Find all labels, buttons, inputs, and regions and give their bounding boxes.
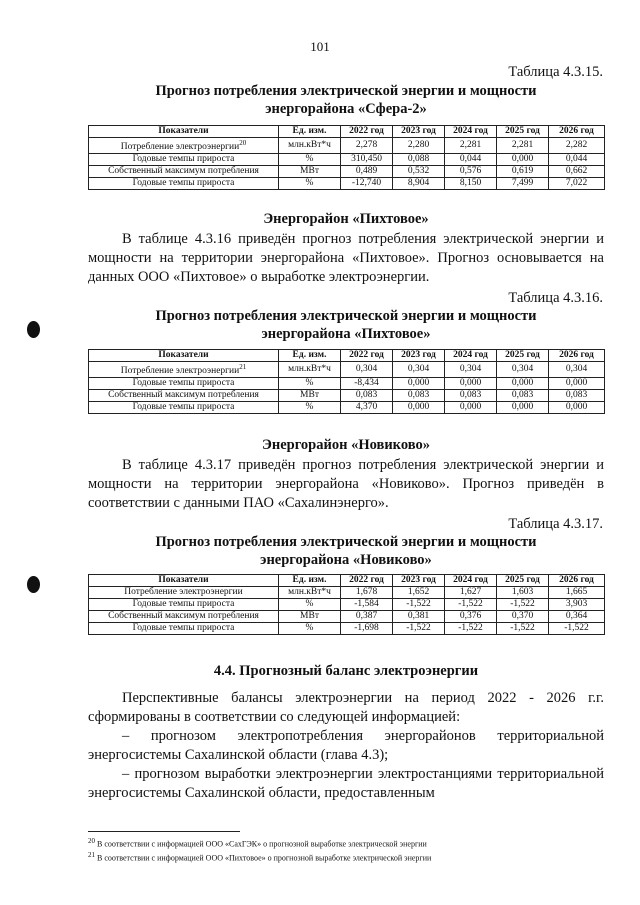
paragraph (88, 456, 604, 513)
section-heading: Энергорайон «Пихтовое» (263, 211, 429, 227)
value-cell: 2,282 (549, 138, 605, 154)
value-cell: 2,280 (393, 138, 445, 154)
indicator-cell (89, 402, 279, 414)
indicator-name: Собственный максимум потребления (108, 390, 259, 401)
footnote-divider (88, 831, 240, 832)
unit-cell: МВт (279, 611, 341, 623)
column-header: 2024 год (445, 350, 497, 362)
value-cell: 1,678 (341, 587, 393, 599)
table-row (89, 623, 605, 635)
paragraph-text: – прогнозом электропотребления энергорайонов территориальной энергосистемы Сахалинской области (глава 4.3); (88, 728, 604, 763)
column-header: 2022 год (341, 575, 393, 587)
column-header: 2025 год (497, 350, 549, 362)
indicator-name: Собственный максимум потребления (108, 611, 259, 621)
value-cell: -8,434 (341, 378, 393, 390)
value-cell: 0,387 (341, 611, 393, 623)
forecast-table-novikovo (88, 574, 605, 635)
table-header-row (89, 575, 605, 587)
indicator-name: Годовые темпы прироста (132, 599, 235, 609)
value-cell: 0,576 (445, 166, 497, 178)
table-row (89, 166, 605, 178)
value-cell: 0,304 (549, 362, 605, 378)
paragraph (88, 230, 604, 287)
table-title-line: Прогноз потребления электрической энергии и мощности (155, 534, 537, 550)
value-cell: 0,000 (445, 402, 497, 414)
footnote-ref: 20 (239, 139, 247, 147)
column-header: Ед. изм. (279, 126, 341, 138)
column-header: 2026 год (549, 575, 605, 587)
indicator-cell (89, 390, 279, 402)
table-title-line: Прогноз потребления электрической энергии и мощности (155, 83, 537, 99)
column-header: Показатели (89, 350, 279, 362)
unit-cell: млн.кВт*ч (279, 362, 341, 378)
value-cell: 0,532 (393, 166, 445, 178)
section-heading: 4.4. Прогнозный баланс электроэнергии (213, 663, 479, 679)
value-cell: 0,000 (497, 402, 549, 414)
value-cell: 2,281 (445, 138, 497, 154)
value-cell: 0,304 (445, 362, 497, 378)
value-cell: -12,740 (341, 178, 393, 190)
value-cell: 8,150 (445, 178, 497, 190)
column-header: 2022 год (341, 126, 393, 138)
value-cell: 0,044 (445, 154, 497, 166)
value-cell: 1,603 (497, 587, 549, 599)
value-cell: 0,304 (341, 362, 393, 378)
value-cell: -1,522 (497, 623, 549, 635)
value-cell: 0,370 (497, 611, 549, 623)
forecast-table-pikhtovoe (88, 349, 605, 414)
value-cell: 1,627 (445, 587, 497, 599)
column-header: 2022 год (341, 350, 393, 362)
indicator-cell (89, 587, 279, 599)
value-cell: 1,652 (393, 587, 445, 599)
indicator-cell (89, 138, 279, 154)
footnote (88, 851, 608, 863)
table-row (89, 178, 605, 190)
value-cell: 0,381 (393, 611, 445, 623)
indicator-name: Годовые темпы прироста (132, 154, 235, 165)
value-cell: 0,489 (341, 166, 393, 178)
unit-cell: % (279, 402, 341, 414)
footnote-text: В соответствии с информацией ООО «СахГЭК» о прогнозной выработке электрической энергии (97, 839, 427, 849)
value-cell: 0,000 (445, 378, 497, 390)
table-header-row (89, 350, 605, 362)
value-cell: 0,304 (497, 362, 549, 378)
value-cell: 0,000 (549, 378, 605, 390)
value-cell: 0,088 (393, 154, 445, 166)
value-cell: 0,000 (393, 402, 445, 414)
table-title (88, 307, 604, 343)
column-header: 2025 год (497, 575, 549, 587)
value-cell: 0,083 (393, 390, 445, 402)
table-title-line: энергорайона «Новиково» (260, 552, 432, 568)
value-cell: 310,450 (341, 154, 393, 166)
value-cell: 0,083 (341, 390, 393, 402)
column-header: 2025 год (497, 126, 549, 138)
indicator-name: Годовые темпы прироста (132, 378, 235, 389)
value-cell: 4,370 (341, 402, 393, 414)
table-caption: Таблица 4.3.15. (508, 64, 603, 80)
indicator-cell (89, 378, 279, 390)
binder-hole-mark (27, 576, 40, 593)
value-cell: 3,903 (549, 599, 605, 611)
value-cell: 0,000 (549, 402, 605, 414)
table-row (89, 154, 605, 166)
value-cell: -1,522 (393, 623, 445, 635)
forecast-table-sfera (88, 125, 605, 190)
value-cell: -1,522 (393, 599, 445, 611)
column-header: Ед. изм. (279, 350, 341, 362)
unit-cell: % (279, 154, 341, 166)
unit-cell: млн.кВт*ч (279, 138, 341, 154)
value-cell: -1,584 (341, 599, 393, 611)
indicator-name: Потребление электроэнергии (120, 366, 240, 377)
indicator-name: Собственный максимум потребления (108, 166, 259, 177)
indicator-cell (89, 166, 279, 178)
column-header: 2023 год (393, 126, 445, 138)
unit-cell: млн.кВт*ч (279, 587, 341, 599)
indicator-cell (89, 611, 279, 623)
footnote-number: 21 (88, 851, 95, 859)
table-title-line: Прогноз потребления электрической энергии и мощности (155, 308, 537, 324)
value-cell: 1,665 (549, 587, 605, 599)
table-title (88, 82, 604, 118)
value-cell: 2,278 (341, 138, 393, 154)
value-cell: -1,522 (497, 599, 549, 611)
column-header: 2024 год (445, 575, 497, 587)
table-caption: Таблица 4.3.17. (508, 516, 603, 532)
value-cell: 7,499 (497, 178, 549, 190)
footnote-text: В соответствии с информацией ООО «Пихтовое» о прогнозной выработке электрической энергии (97, 853, 432, 863)
value-cell: -1,522 (549, 623, 605, 635)
column-header: 2026 год (549, 350, 605, 362)
table-row (89, 611, 605, 623)
table-header-row (89, 126, 605, 138)
table-row (89, 378, 605, 390)
table-row (89, 587, 605, 599)
unit-cell: МВт (279, 166, 341, 178)
indicator-name: Потребление электроэнергии (124, 587, 243, 597)
indicator-cell (89, 154, 279, 166)
table-row (89, 362, 605, 378)
value-cell: 0,044 (549, 154, 605, 166)
unit-cell: % (279, 178, 341, 190)
value-cell: 0,619 (497, 166, 549, 178)
value-cell: 0,083 (445, 390, 497, 402)
value-cell: 8,904 (393, 178, 445, 190)
unit-cell: % (279, 623, 341, 635)
column-header: Показатели (89, 126, 279, 138)
value-cell: 0,376 (445, 611, 497, 623)
page-number: 101 (310, 39, 330, 54)
value-cell: 2,281 (497, 138, 549, 154)
value-cell: 0,662 (549, 166, 605, 178)
column-header: 2023 год (393, 575, 445, 587)
binder-hole-mark (27, 321, 40, 338)
paragraph-text: – прогнозом выработки электроэнергии электростанциями территориальной энергосистемы Сахалинской области, предоставленным (88, 766, 604, 801)
paragraph-text: Перспективные балансы электроэнергии на период 2022 - 2026 г.г. сформированы в соответствии со следующей информацией: (88, 690, 604, 725)
indicator-name: Годовые темпы прироста (132, 402, 235, 413)
table-row (89, 138, 605, 154)
column-header: 2026 год (549, 126, 605, 138)
table-caption: Таблица 4.3.16. (508, 290, 603, 306)
footnote-number: 20 (88, 837, 95, 845)
table-row (89, 599, 605, 611)
indicator-name: Годовые темпы прироста (132, 623, 235, 633)
table-row (89, 390, 605, 402)
unit-cell: % (279, 599, 341, 611)
value-cell: 0,304 (393, 362, 445, 378)
indicator-name: Потребление электроэнергии (120, 142, 240, 153)
column-header: Ед. изм. (279, 575, 341, 587)
column-header: Показатели (89, 575, 279, 587)
indicator-cell (89, 623, 279, 635)
unit-cell: МВт (279, 390, 341, 402)
table-row (89, 402, 605, 414)
footnote (88, 837, 608, 849)
paragraph (88, 689, 604, 727)
value-cell: 0,364 (549, 611, 605, 623)
table-title (88, 533, 604, 569)
paragraph-text: В таблице 4.3.16 приведён прогноз потребления электрической энергии и мощности на территории энергорайона «Пихтовое». Прогноз основывается на данных ООО «Пихтовое» о выработке электроэнергии. (88, 231, 604, 285)
footnote-ref: 21 (239, 363, 247, 371)
column-header: 2023 год (393, 350, 445, 362)
table-title-line: энергорайона «Пихтовое» (261, 326, 431, 342)
value-cell: -1,522 (445, 599, 497, 611)
section-heading: Энергорайон «Новиково» (262, 437, 430, 453)
value-cell: -1,698 (341, 623, 393, 635)
value-cell: 0,083 (497, 390, 549, 402)
value-cell: 0,000 (497, 378, 549, 390)
value-cell: 7,022 (549, 178, 605, 190)
indicator-cell (89, 178, 279, 190)
paragraph (88, 765, 604, 803)
table-title-line: энергорайона «Сфера-2» (265, 101, 427, 117)
value-cell: 0,000 (393, 378, 445, 390)
paragraph-text: В таблице 4.3.17 приведён прогноз потребления электрической энергии и мощности на территории энергорайона «Новиково». Прогноз приведён в соответствии с данными ПАО «Сахалинэнерго». (88, 457, 604, 511)
paragraph (88, 727, 604, 765)
column-header: 2024 год (445, 126, 497, 138)
unit-cell: % (279, 378, 341, 390)
indicator-name: Годовые темпы прироста (132, 178, 235, 189)
indicator-cell (89, 599, 279, 611)
indicator-cell (89, 362, 279, 378)
value-cell: -1,522 (445, 623, 497, 635)
value-cell: 0,083 (549, 390, 605, 402)
value-cell: 0,000 (497, 154, 549, 166)
